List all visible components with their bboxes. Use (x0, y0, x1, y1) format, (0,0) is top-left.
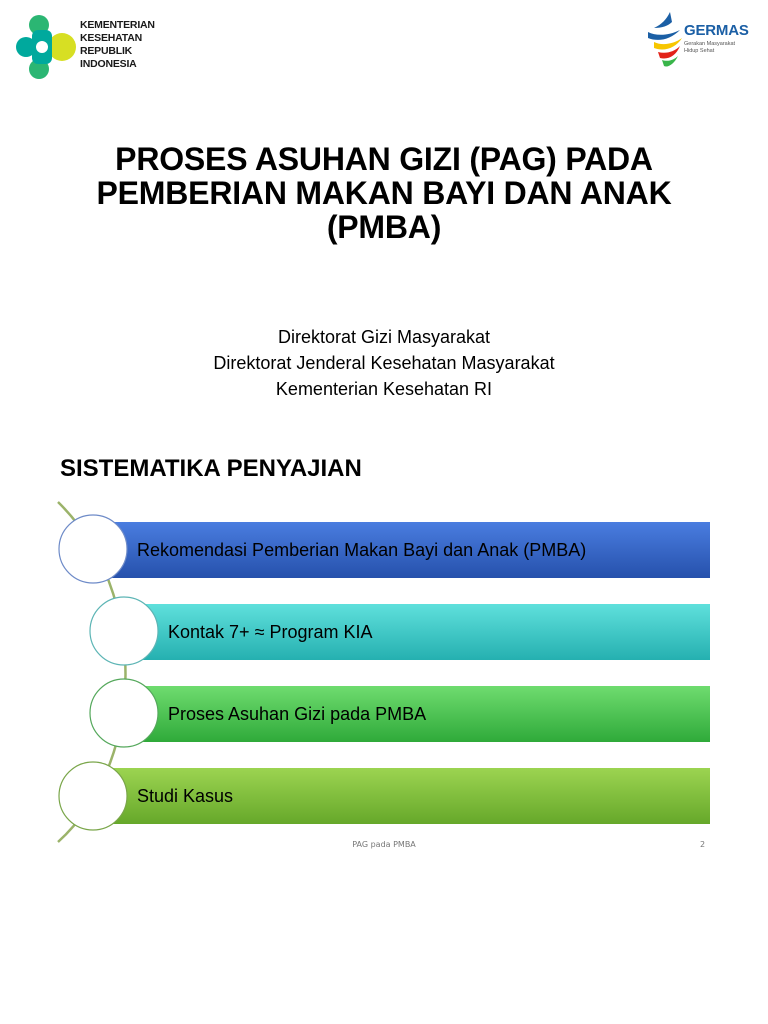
subtitle-line: Direktorat Jenderal Kesehatan Masyarakat (213, 353, 555, 373)
germas-tagline-line: Hidup Sehat (684, 48, 715, 54)
agenda-bullet-2 (90, 597, 158, 665)
subtitle-line: Kementerian Kesehatan RI (275, 379, 493, 399)
agenda-bullet-4 (59, 762, 127, 830)
slide-title-line: PROSES ASUHAN GIZI (PAG) PADA (115, 141, 653, 177)
agenda-item-label: Studi Kasus (137, 785, 234, 806)
agenda-heading: SISTEMATIKA PENYAJIAN (60, 455, 362, 482)
kemenkes-logo-line: KEMENTERIAN (80, 19, 155, 31)
page-number: 2 (700, 840, 706, 849)
germas-logo-name: GERMAS (684, 22, 749, 39)
agenda-item-label: Rekomendasi Pemberian Makan Bayi dan Anak (PMBA) (137, 539, 587, 560)
agenda-item-label: Proses Asuhan Gizi pada PMBA (168, 703, 427, 724)
kemenkes-logo-line: KESEHATAN (80, 32, 142, 44)
agenda-item-4 (137, 768, 233, 824)
agenda-item-1 (137, 522, 586, 578)
germas-tagline-line: Gerakan Masyarakat (684, 41, 736, 47)
subtitle-line: Direktorat Gizi Masyarakat (277, 327, 491, 347)
kemenkes-logo-line: INDONESIA (80, 58, 137, 70)
agenda-bullet-1 (59, 515, 127, 583)
slide-title-line: PEMBERIAN MAKAN BAYI DAN ANAK (96, 175, 672, 211)
kemenkes-logo-line: REPUBLIK (80, 45, 133, 57)
slide-footer: PAG pada PMBA (352, 840, 416, 849)
slide-title-line: (PMBA) (326, 209, 442, 245)
agenda-item-2 (168, 604, 372, 660)
agenda-bullet-3 (90, 679, 158, 747)
agenda-item-3 (168, 686, 426, 742)
agenda-item-label: Kontak 7+ ≈ Program KIA (168, 621, 373, 642)
